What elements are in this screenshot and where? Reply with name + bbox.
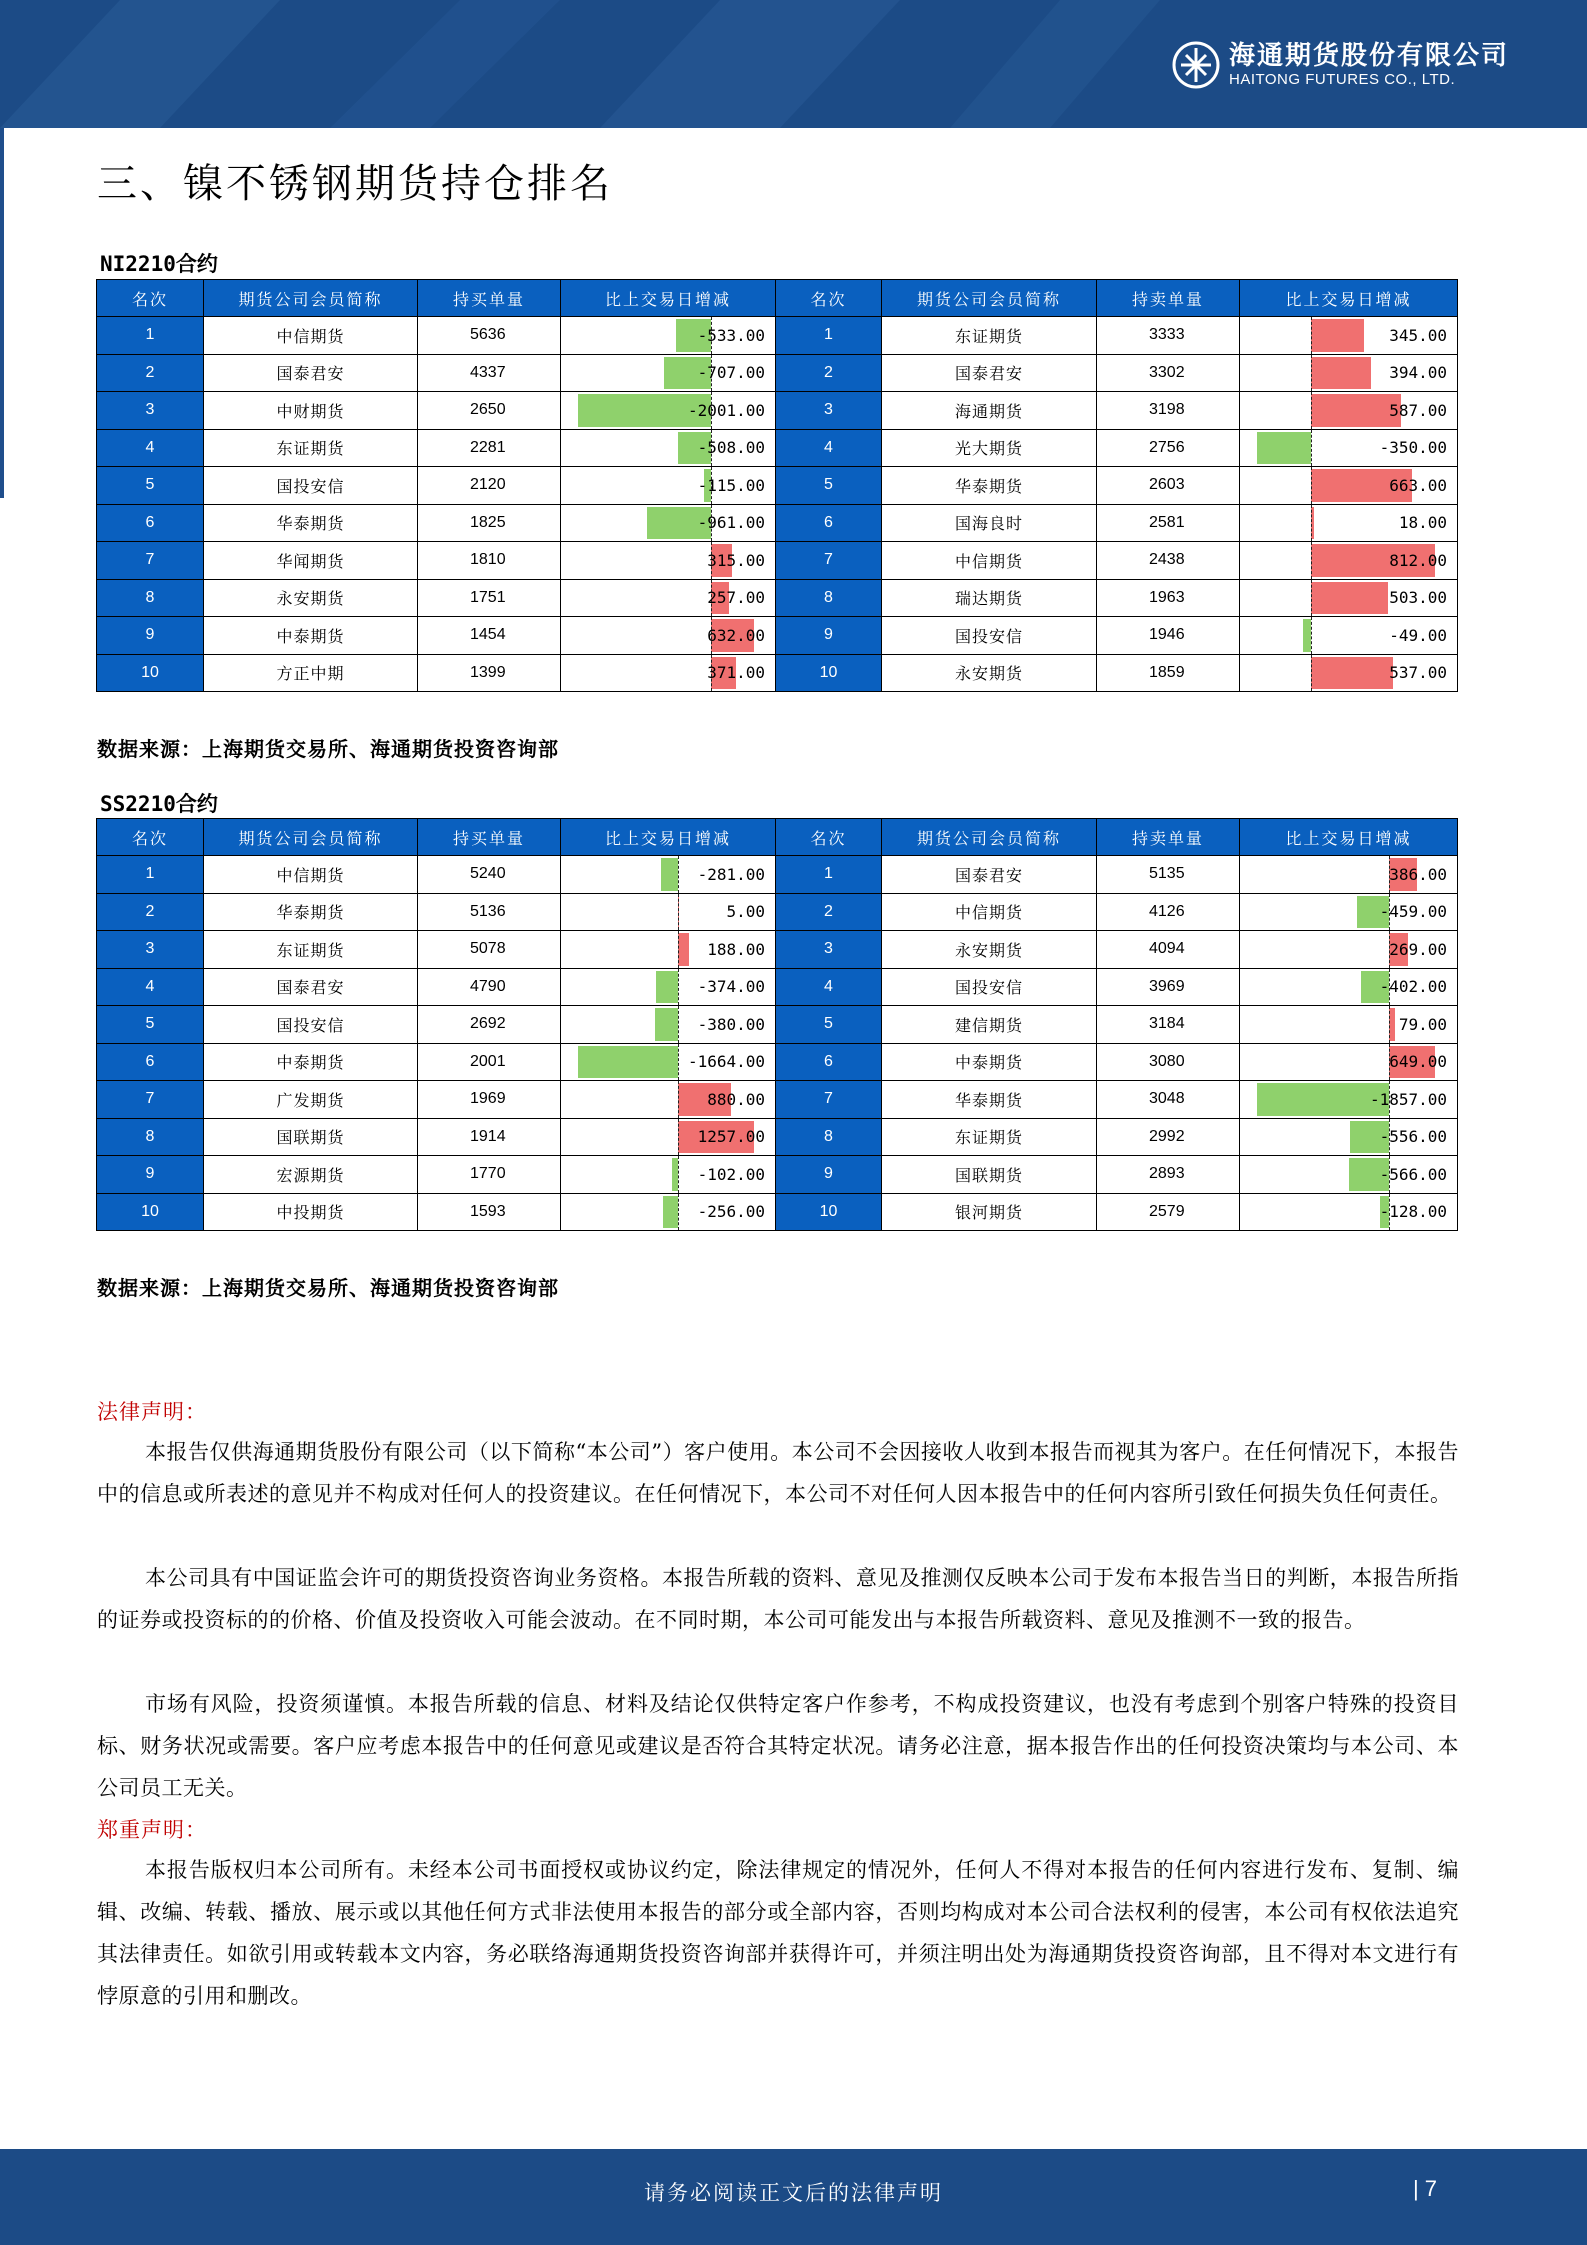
rank-cell: 9: [776, 1156, 882, 1194]
change-value: 632.00: [707, 625, 765, 645]
change-cell: [1240, 354, 1458, 392]
column-header: 名次: [97, 280, 204, 317]
rank-cell: 8: [97, 579, 204, 617]
change-cell: [561, 542, 776, 580]
rank-cell: 9: [97, 1156, 204, 1194]
rank-cell: 3: [776, 931, 882, 969]
sell-volume-cell: 4094: [1097, 931, 1240, 969]
member-name-cell: 海通期货: [882, 392, 1097, 430]
change-value: -49.00: [1389, 625, 1447, 645]
rank-cell: 3: [97, 392, 204, 430]
rank-cell: 6: [97, 504, 204, 542]
change-cell: [561, 1006, 776, 1044]
table-row: [97, 354, 1458, 392]
sell-volume-cell: 3333: [1097, 317, 1240, 355]
member-name-cell: 国泰君安: [882, 354, 1097, 392]
member-name-cell: 宏源期货: [204, 1156, 418, 1194]
column-header: 名次: [776, 819, 882, 856]
change-cell: [561, 504, 776, 542]
change-value: 587.00: [1389, 400, 1447, 420]
sell-volume-cell: 3184: [1097, 1006, 1240, 1044]
change-cell: [561, 856, 776, 894]
change-cell: [1240, 542, 1458, 580]
rank-cell: 4: [776, 968, 882, 1006]
page-footer: [0, 2149, 1587, 2245]
logo-mark-icon: [1171, 40, 1221, 90]
rank-cell: 2: [776, 354, 882, 392]
decrease-bar: [663, 1196, 678, 1229]
column-header: 名次: [776, 280, 882, 317]
change-value: -102.00: [697, 1164, 765, 1184]
change-cell: [1240, 467, 1458, 505]
change-cell: [561, 429, 776, 467]
change-cell: [561, 1193, 776, 1231]
table-row: [97, 1118, 1458, 1156]
zero-axis-line: [1311, 655, 1312, 692]
table-row: [97, 1193, 1458, 1231]
sell-volume-cell: 3302: [1097, 354, 1240, 392]
legal-paragraph: 本报告仅供海通期货股份有限公司（以下简称“本公司”）客户使用。本公司不会因接收人收到本报告而视其为客户。在任何情况下，本报告中的信息或所表述的意见并不构成对任何人的投资建议。在任何情况下，本公司不对任何人因本报告中的任何内容所引致任何损失负任何责任。: [97, 1440, 1459, 1506]
member-name-cell: 华泰期货: [882, 1081, 1097, 1119]
table-row: [97, 931, 1458, 969]
change-cell: [1240, 392, 1458, 430]
table-row: [97, 968, 1458, 1006]
sell-volume-cell: 2893: [1097, 1156, 1240, 1194]
change-value: 18.00: [1398, 513, 1447, 533]
column-header: 名次: [97, 819, 204, 856]
change-value: 503.00: [1389, 588, 1447, 608]
column-header: 期货公司会员简称: [882, 819, 1097, 856]
member-name-cell: 国海良时: [882, 504, 1097, 542]
column-header: 持卖单量: [1097, 280, 1240, 317]
zero-axis-line: [678, 856, 679, 893]
column-header: 持买单量: [418, 819, 561, 856]
change-value: 345.00: [1389, 325, 1447, 345]
sell-volume-cell: 2992: [1097, 1118, 1240, 1156]
change-cell: [561, 617, 776, 655]
change-value: -256.00: [697, 1202, 765, 1222]
column-header: 比上交易日增减: [561, 819, 776, 856]
change-cell: [561, 931, 776, 969]
rank-cell: 7: [776, 1081, 882, 1119]
rank-cell: 3: [97, 931, 204, 969]
buy-volume-cell: 2120: [418, 467, 561, 505]
change-cell: [561, 654, 776, 692]
zero-axis-line: [678, 1044, 679, 1081]
member-name-cell: 国泰君安: [882, 856, 1097, 894]
member-name-cell: 中信期货: [882, 893, 1097, 931]
member-name-cell: 中投期货: [204, 1193, 418, 1231]
rank-cell: 1: [776, 317, 882, 355]
member-name-cell: 中财期货: [204, 392, 418, 430]
member-name-cell: 国泰君安: [204, 968, 418, 1006]
member-name-cell: 华泰期货: [882, 467, 1097, 505]
buy-volume-cell: 1454: [418, 617, 561, 655]
table-header-row: [97, 280, 1458, 317]
rank-cell: 4: [97, 429, 204, 467]
member-name-cell: 中信期货: [204, 317, 418, 355]
rank-cell: 8: [97, 1118, 204, 1156]
change-cell: [1240, 1006, 1458, 1044]
decrease-bar: [661, 858, 678, 891]
table-row: [97, 654, 1458, 692]
rank-cell: 5: [97, 1006, 204, 1044]
sell-volume-cell: 3048: [1097, 1081, 1240, 1119]
change-value: 371.00: [707, 663, 765, 683]
change-cell: [561, 893, 776, 931]
change-cell: [1240, 617, 1458, 655]
copyright-paragraph: 本报告版权归本公司所有。未经本公司书面授权或协议约定，除法律规定的情况外，任何人不得对本报告的任何内容进行发布、复制、编辑、改编、转载、播放、展示或以其他任何方式非法使用本报告的部分或全部内容，否则均构成对本公司合法权利的侵害，本公司有权依法追究其法律责任。如欲引用或转载本文内容，务必联络海通期货投资咨询部并获得许可，并须注明出处为海通期货投资咨询部，且不得对本文进行有悖原意的引用和删改。: [97, 1858, 1459, 2008]
buy-volume-cell: 1399: [418, 654, 561, 692]
left-accent-rule: [0, 128, 4, 498]
copyright-heading: 郑重声明：: [97, 1818, 207, 1842]
column-header: 期货公司会员简称: [204, 819, 418, 856]
change-value: -115.00: [697, 475, 765, 495]
member-name-cell: 中信期货: [204, 856, 418, 894]
zero-axis-line: [678, 1081, 679, 1118]
change-cell: [1240, 931, 1458, 969]
member-name-cell: 国联期货: [204, 1118, 418, 1156]
buy-volume-cell: 1770: [418, 1156, 561, 1194]
change-value: 880.00: [707, 1089, 765, 1109]
zero-axis-line: [1311, 430, 1312, 467]
rank-cell: 9: [776, 617, 882, 655]
rank-cell: 2: [97, 893, 204, 931]
member-name-cell: 国投安信: [204, 1006, 418, 1044]
change-value: -459.00: [1379, 902, 1447, 922]
table-row: [97, 317, 1458, 355]
table-row: [97, 1006, 1458, 1044]
rank-cell: 5: [776, 1006, 882, 1044]
column-header: 持卖单量: [1097, 819, 1240, 856]
change-value: -1857.00: [1369, 1089, 1447, 1109]
sell-volume-cell: 3198: [1097, 392, 1240, 430]
table-row: [97, 542, 1458, 580]
zero-axis-line: [1311, 317, 1312, 354]
data-source-note: 数据来源：上海期货交易所、海通期货投资咨询部: [97, 1276, 559, 1300]
change-value: 315.00: [707, 550, 765, 570]
change-value: 269.00: [1389, 939, 1447, 959]
change-cell: [561, 1081, 776, 1119]
change-value: 257.00: [707, 588, 765, 608]
change-cell: [561, 1118, 776, 1156]
zero-axis-line: [678, 894, 679, 931]
member-name-cell: 国联期货: [882, 1156, 1097, 1194]
change-cell: [561, 354, 776, 392]
table-row: [97, 617, 1458, 655]
buy-volume-cell: 2001: [418, 1043, 561, 1081]
table-row: [97, 1081, 1458, 1119]
data-source-note: 数据来源：上海期货交易所、海通期货投资咨询部: [97, 737, 559, 761]
change-value: -556.00: [1379, 1127, 1447, 1147]
change-cell: [1240, 1193, 1458, 1231]
position-ranking-table-ss2210: [96, 818, 1458, 1231]
increase-bar: [678, 933, 689, 966]
company-name-en: HAITONG FUTURES CO., LTD.: [1228, 71, 1456, 88]
sell-volume-cell: 4126: [1097, 893, 1240, 931]
section-title: 三、镍不锈钢期货持仓排名: [97, 161, 613, 207]
buy-volume-cell: 1751: [418, 579, 561, 617]
column-header: 比上交易日增减: [561, 280, 776, 317]
buy-volume-cell: 5636: [418, 317, 561, 355]
change-value: -961.00: [697, 513, 765, 533]
member-name-cell: 瑞达期货: [882, 579, 1097, 617]
sell-volume-cell: 1859: [1097, 654, 1240, 692]
table-row: [97, 1156, 1458, 1194]
change-value: -374.00: [697, 977, 765, 997]
member-name-cell: 中信期货: [882, 542, 1097, 580]
page-number: | 7: [1412, 2176, 1437, 2201]
zero-axis-line: [1311, 467, 1312, 504]
rank-cell: 2: [776, 893, 882, 931]
change-cell: [561, 392, 776, 430]
decrease-bar: [578, 1046, 678, 1079]
zero-axis-line: [1311, 542, 1312, 579]
member-name-cell: 方正中期: [204, 654, 418, 692]
change-cell: [561, 579, 776, 617]
rank-cell: 10: [97, 1193, 204, 1231]
rank-cell: 8: [776, 579, 882, 617]
legal-paragraph: 本公司具有中国证监会许可的期货投资咨询业务资格。本报告所载的资料、意见及推测仅反映本公司于发布本报告当日的判断，本报告所指的证券或投资标的的价格、价值及投资收入可能会波动。在不同时期，本公司可能发出与本报告所载资料、意见及推测不一致的报告。: [97, 1566, 1459, 1632]
column-header: 持买单量: [418, 280, 561, 317]
change-value: 79.00: [1398, 1014, 1447, 1034]
rank-cell: 10: [776, 1193, 882, 1231]
zero-axis-line: [1311, 355, 1312, 392]
member-name-cell: 东证期货: [204, 429, 418, 467]
member-name-cell: 光大期货: [882, 429, 1097, 467]
rank-cell: 1: [97, 856, 204, 894]
rank-cell: 6: [776, 1043, 882, 1081]
change-value: -350.00: [1379, 438, 1447, 458]
member-name-cell: 中泰期货: [204, 1043, 418, 1081]
change-value: -2001.00: [687, 400, 765, 420]
zero-axis-line: [678, 931, 679, 968]
change-cell: [1240, 1156, 1458, 1194]
buy-volume-cell: 1969: [418, 1081, 561, 1119]
rank-cell: 10: [97, 654, 204, 692]
buy-volume-cell: 1914: [418, 1118, 561, 1156]
table-caption-ss2210: SS2210合约: [100, 792, 218, 816]
zero-axis-line: [1389, 1006, 1390, 1043]
rank-cell: 4: [776, 429, 882, 467]
change-value: 663.00: [1389, 475, 1447, 495]
buy-volume-cell: 5078: [418, 931, 561, 969]
change-cell: [1240, 968, 1458, 1006]
change-cell: [561, 968, 776, 1006]
increase-bar: [1311, 319, 1364, 352]
change-value: 649.00: [1389, 1052, 1447, 1072]
change-value: -402.00: [1379, 977, 1447, 997]
change-cell: [1240, 1043, 1458, 1081]
page-header: [0, 0, 1587, 128]
member-name-cell: 华泰期货: [204, 893, 418, 931]
column-header: 期货公司会员简称: [882, 280, 1097, 317]
sell-volume-cell: 2579: [1097, 1193, 1240, 1231]
change-cell: [561, 1156, 776, 1194]
change-value: 812.00: [1389, 550, 1447, 570]
sell-volume-cell: 1946: [1097, 617, 1240, 655]
member-name-cell: 永安期货: [204, 579, 418, 617]
buy-volume-cell: 2281: [418, 429, 561, 467]
company-name-cn: 海通期货股份有限公司: [1228, 41, 1509, 71]
change-cell: [561, 467, 776, 505]
member-name-cell: 国投安信: [882, 968, 1097, 1006]
rank-cell: 7: [97, 542, 204, 580]
rank-cell: 9: [97, 617, 204, 655]
change-cell: [1240, 893, 1458, 931]
change-value: 1257.00: [697, 1127, 765, 1147]
table-row: [97, 392, 1458, 430]
change-value: -128.00: [1379, 1202, 1447, 1222]
decrease-bar: [1303, 619, 1311, 652]
member-name-cell: 东证期货: [882, 317, 1097, 355]
member-name-cell: 国投安信: [204, 467, 418, 505]
buy-volume-cell: 1825: [418, 504, 561, 542]
member-name-cell: 永安期货: [882, 931, 1097, 969]
change-cell: [1240, 579, 1458, 617]
increase-bar: [1311, 357, 1371, 390]
rank-cell: 5: [776, 467, 882, 505]
sell-volume-cell: 2581: [1097, 504, 1240, 542]
decrease-bar: [655, 1008, 678, 1041]
change-value: 188.00: [707, 939, 765, 959]
change-cell: [1240, 1118, 1458, 1156]
member-name-cell: 国投安信: [882, 617, 1097, 655]
position-ranking-table-ni2210: [96, 279, 1458, 692]
change-cell: [1240, 504, 1458, 542]
table-row: [97, 429, 1458, 467]
rank-cell: 10: [776, 654, 882, 692]
table-row: [97, 856, 1458, 894]
rank-cell: 5: [97, 467, 204, 505]
member-name-cell: 华闻期货: [204, 542, 418, 580]
buy-volume-cell: 1593: [418, 1193, 561, 1231]
member-name-cell: 中泰期货: [882, 1043, 1097, 1081]
change-value: 537.00: [1389, 663, 1447, 683]
change-value: -533.00: [697, 325, 765, 345]
change-value: -707.00: [697, 363, 765, 383]
member-name-cell: 中泰期货: [204, 617, 418, 655]
rank-cell: 6: [776, 504, 882, 542]
rank-cell: 1: [776, 856, 882, 894]
buy-volume-cell: 2650: [418, 392, 561, 430]
increase-bar: [1311, 394, 1401, 427]
rank-cell: 2: [97, 354, 204, 392]
member-name-cell: 东证期货: [882, 1118, 1097, 1156]
change-cell: [561, 317, 776, 355]
sell-volume-cell: 2438: [1097, 542, 1240, 580]
change-cell: [1240, 1081, 1458, 1119]
column-header: 比上交易日增减: [1240, 819, 1458, 856]
buy-volume-cell: 5136: [418, 893, 561, 931]
buy-volume-cell: 1810: [418, 542, 561, 580]
rank-cell: 8: [776, 1118, 882, 1156]
legal-paragraph: 市场有风险，投资须谨慎。本报告所载的信息、材料及结论仅供特定客户作参考，不构成投资建议，也没有考虑到个别客户特殊的投资目标、财务状况或需要。客户应考虑本报告中的任何意见或建议是否符合其特定状况。请务必注意，据本报告作出的任何投资决策均与本公司、本公司员工无关。: [97, 1692, 1459, 1800]
decrease-bar: [1257, 432, 1311, 465]
change-value: -566.00: [1379, 1164, 1447, 1184]
zero-axis-line: [678, 1194, 679, 1231]
change-value: -281.00: [697, 864, 765, 884]
table-row: [97, 467, 1458, 505]
zero-axis-line: [678, 1119, 679, 1156]
change-value: -380.00: [697, 1014, 765, 1034]
table-caption-ni2210: NI2210合约: [100, 252, 218, 276]
sell-volume-cell: 2756: [1097, 429, 1240, 467]
member-name-cell: 建信期货: [882, 1006, 1097, 1044]
sell-volume-cell: 1963: [1097, 579, 1240, 617]
sell-volume-cell: 2603: [1097, 467, 1240, 505]
table-row: [97, 579, 1458, 617]
zero-axis-line: [678, 969, 679, 1006]
table-row: [97, 504, 1458, 542]
member-name-cell: 国泰君安: [204, 354, 418, 392]
rank-cell: 7: [97, 1081, 204, 1119]
zero-axis-line: [1311, 580, 1312, 617]
member-name-cell: 银河期货: [882, 1193, 1097, 1231]
change-cell: [561, 1043, 776, 1081]
table-header-row: [97, 819, 1458, 856]
table-row: [97, 893, 1458, 931]
rank-cell: 7: [776, 542, 882, 580]
change-value: 394.00: [1389, 363, 1447, 383]
zero-axis-line: [1311, 392, 1312, 429]
change-cell: [1240, 429, 1458, 467]
member-name-cell: 广发期货: [204, 1081, 418, 1119]
change-cell: [1240, 654, 1458, 692]
footer-notice: 请务必阅读正文后的法律声明: [644, 2181, 943, 2205]
change-value: -1664.00: [687, 1052, 765, 1072]
zero-axis-line: [1311, 617, 1312, 654]
buy-volume-cell: 2692: [418, 1006, 561, 1044]
rank-cell: 6: [97, 1043, 204, 1081]
zero-axis-line: [1311, 505, 1312, 542]
change-value: -508.00: [697, 438, 765, 458]
member-name-cell: 华泰期货: [204, 504, 418, 542]
buy-volume-cell: 4790: [418, 968, 561, 1006]
member-name-cell: 永安期货: [882, 654, 1097, 692]
change-cell: [1240, 856, 1458, 894]
column-header: 比上交易日增减: [1240, 280, 1458, 317]
change-value: 386.00: [1389, 864, 1447, 884]
member-name-cell: 东证期货: [204, 931, 418, 969]
sell-volume-cell: 3969: [1097, 968, 1240, 1006]
rank-cell: 3: [776, 392, 882, 430]
decrease-bar: [656, 971, 678, 1004]
legal-heading: 法律声明：: [97, 1400, 207, 1424]
increase-bar: [1311, 582, 1388, 615]
change-cell: [1240, 317, 1458, 355]
column-header: 期货公司会员简称: [204, 280, 418, 317]
sell-volume-cell: 3080: [1097, 1043, 1240, 1081]
table-row: [97, 1043, 1458, 1081]
increase-bar: [1311, 657, 1393, 690]
rank-cell: 1: [97, 317, 204, 355]
company-logo: [1171, 40, 1509, 90]
buy-volume-cell: 4337: [418, 354, 561, 392]
change-value: 5.00: [726, 902, 765, 922]
rank-cell: 4: [97, 968, 204, 1006]
zero-axis-line: [678, 1156, 679, 1193]
sell-volume-cell: 5135: [1097, 856, 1240, 894]
zero-axis-line: [678, 1006, 679, 1043]
buy-volume-cell: 5240: [418, 856, 561, 894]
